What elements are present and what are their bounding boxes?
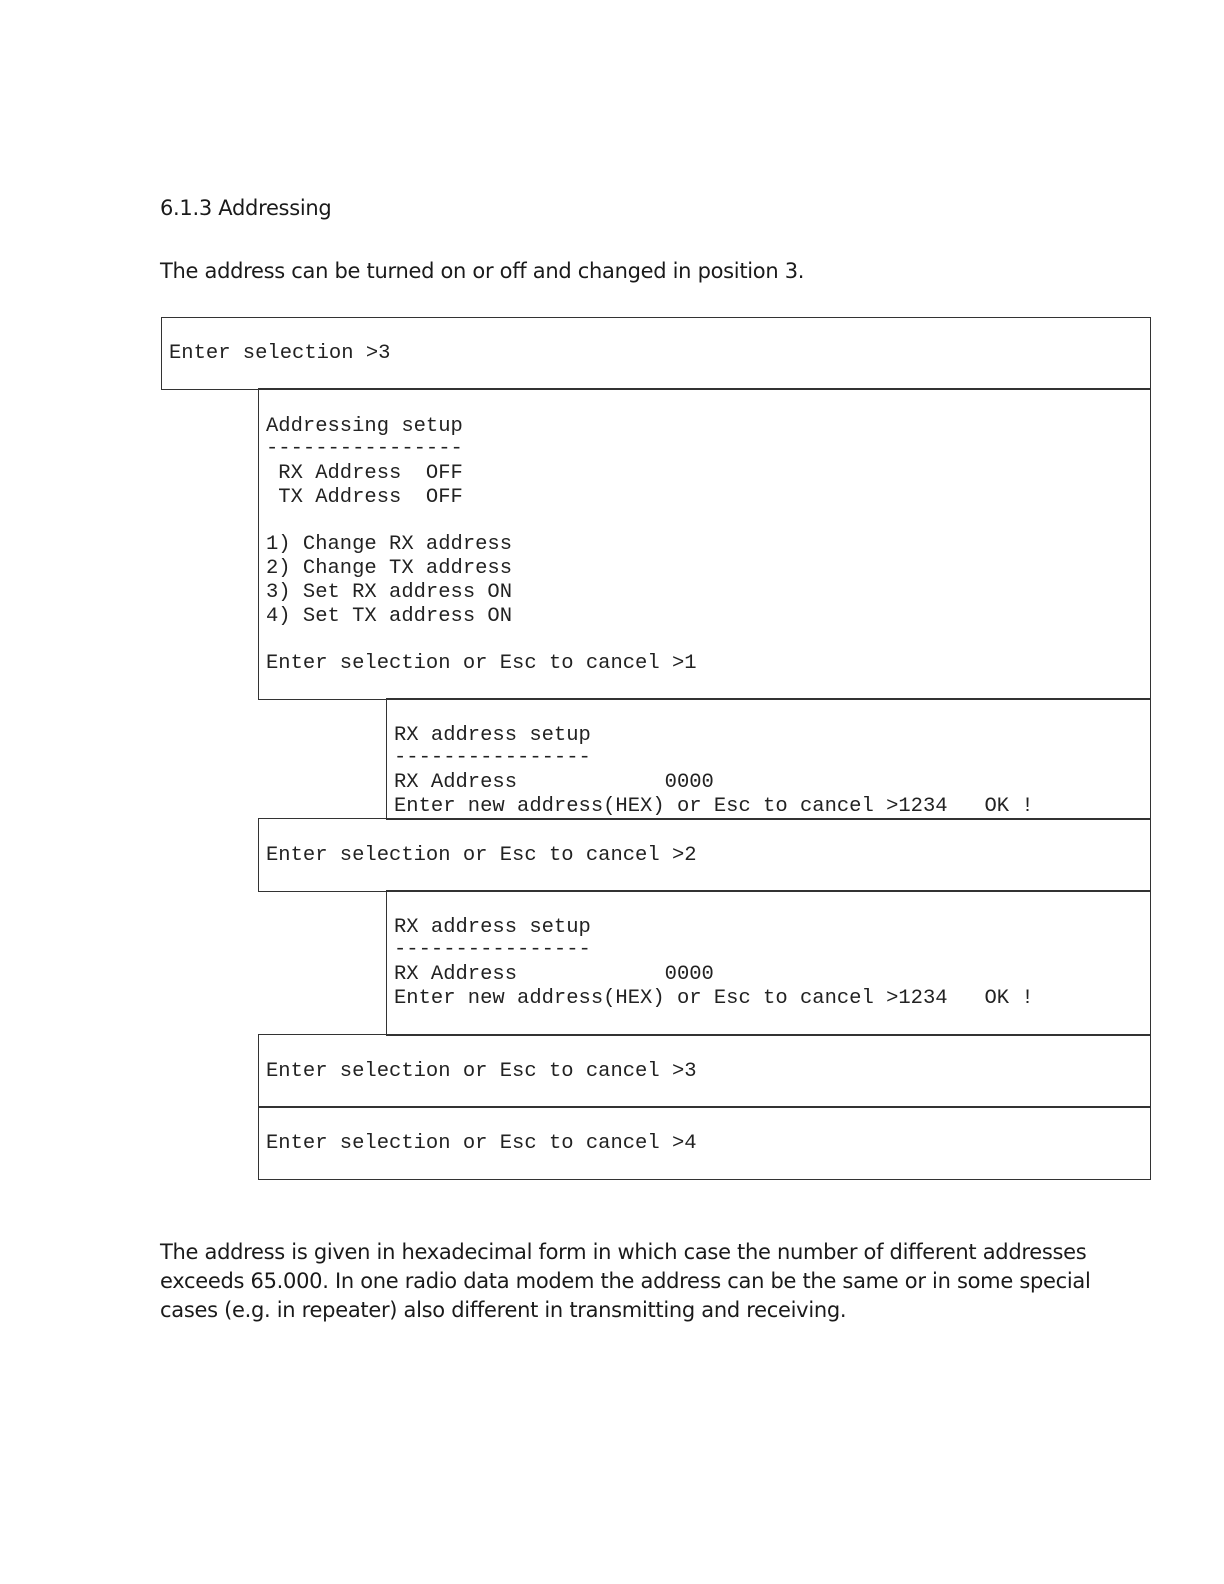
rx-setup-title: RX address setup <box>394 916 591 939</box>
rx-setup-box-2 <box>386 890 1151 1036</box>
addressing-prompt: Enter selection or Esc to cancel >1 <box>266 652 697 675</box>
section-heading: 6.1.3 Addressing <box>160 196 332 220</box>
rx-setup-underline: ---------------- <box>394 746 591 769</box>
main-selection-box <box>161 317 1151 390</box>
addressing-setup-box <box>258 388 1151 700</box>
selection-prompt-2: Enter selection or Esc to cancel >2 <box>266 844 697 867</box>
selection-box-4 <box>258 1106 1151 1180</box>
menu-item-set-tx-on: 4) Set TX address ON <box>266 605 513 628</box>
menu-item-change-rx: 1) Change RX address <box>266 533 513 556</box>
outro-line: cases (e.g. in repeater) also different in transmitting and receiving. <box>160 1298 847 1322</box>
rx-address-value: RX Address 0000 <box>394 771 714 794</box>
addressing-setup-title: Addressing setup <box>266 415 463 438</box>
selection-prompt-3: Enter selection or Esc to cancel >3 <box>266 1060 697 1083</box>
rx-address-entry: Enter new address(HEX) or Esc to cancel >1234 OK ! <box>394 987 1034 1010</box>
addressing-setup-underline: ---------------- <box>266 437 463 460</box>
intro-paragraph: The address can be turned on or off and changed in position 3. <box>160 259 805 283</box>
menu-item-set-rx-on: 3) Set RX address ON <box>266 581 513 604</box>
outro-paragraph <box>160 1238 1140 1325</box>
rx-setup-underline: ---------------- <box>394 938 591 961</box>
outro-line: exceeds 65.000. In one radio data modem the address can be the same or in some special <box>160 1269 1091 1293</box>
main-selection-prompt: Enter selection >3 <box>169 342 391 365</box>
rx-address-value: RX Address 0000 <box>394 963 714 986</box>
menu-item-change-tx: 2) Change TX address <box>266 557 513 580</box>
selection-prompt-4: Enter selection or Esc to cancel >4 <box>266 1132 697 1155</box>
rx-setup-title: RX address setup <box>394 724 591 747</box>
selection-box-2 <box>258 818 1151 892</box>
selection-box-3 <box>258 1034 1151 1108</box>
rx-address-entry: Enter new address(HEX) or Esc to cancel >1234 OK ! <box>394 795 1034 818</box>
tx-address-status: TX Address OFF <box>266 486 463 509</box>
rx-setup-box-1 <box>386 698 1151 820</box>
rx-address-status: RX Address OFF <box>266 462 463 485</box>
outro-line: The address is given in hexadecimal form in which case the number of different addresses <box>160 1240 1087 1264</box>
